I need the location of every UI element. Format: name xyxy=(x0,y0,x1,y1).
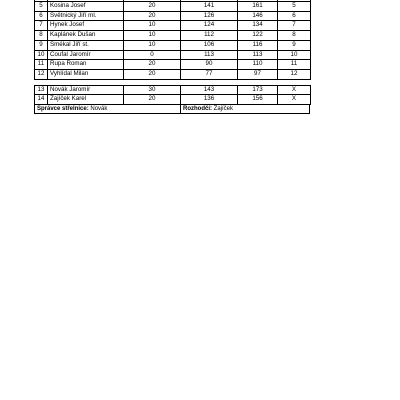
rank-cell: X xyxy=(278,85,311,95)
row-number-cell: 12 xyxy=(35,69,48,79)
rank-cell: 9 xyxy=(278,40,311,50)
table-row xyxy=(35,11,311,21)
signature-footer xyxy=(34,105,310,114)
competitor-name-cell: Zajíček Karel xyxy=(48,95,124,105)
competitor-name-cell: Kosina Josef xyxy=(48,2,124,12)
value-a-cell: 10 xyxy=(124,21,181,31)
value-a-cell: 20 xyxy=(124,60,181,70)
value-a-cell: 20 xyxy=(124,69,181,79)
value-c-cell: 122 xyxy=(238,31,278,41)
rank-cell: 10 xyxy=(278,50,311,60)
referee-value: Zajíček xyxy=(213,106,234,113)
range-officer-cell xyxy=(35,105,181,113)
competitor-name-cell: Šmékal Jiří st. xyxy=(48,40,124,50)
rank-cell: 11 xyxy=(278,60,311,70)
row-number-cell: 9 xyxy=(35,40,48,50)
rank-cell: 5 xyxy=(278,2,311,12)
value-b-cell: 141 xyxy=(181,2,238,12)
row-number-cell: 7 xyxy=(35,21,48,31)
rank-cell: 12 xyxy=(278,69,311,79)
value-b-cell: 106 xyxy=(181,40,238,50)
competitor-name-cell: Hynek Josef xyxy=(48,21,124,31)
table-row xyxy=(35,21,311,31)
row-number-cell: 5 xyxy=(35,2,48,12)
value-a-cell: 20 xyxy=(124,11,181,21)
value-b-cell: 77 xyxy=(181,69,238,79)
row-number-cell: 10 xyxy=(35,50,48,60)
value-b-cell: 112 xyxy=(181,31,238,41)
value-c-cell: 161 xyxy=(238,2,278,12)
competitor-name-cell: Novák Jaromír xyxy=(48,85,124,95)
value-c-cell: 116 xyxy=(238,40,278,50)
value-b-cell: 126 xyxy=(181,11,238,21)
table-row xyxy=(35,2,311,12)
results-table xyxy=(34,0,311,80)
table-row xyxy=(35,95,311,105)
row-number-cell: 8 xyxy=(35,31,48,41)
table-row xyxy=(35,85,311,95)
competitor-name-cell: Vyhlídal Milan xyxy=(48,69,124,79)
table-row xyxy=(35,50,311,60)
competitor-name-cell: Světnický Jiří ml. xyxy=(48,11,124,21)
rank-cell: 7 xyxy=(278,21,311,31)
value-b-cell: 143 xyxy=(181,85,238,95)
results-sheet xyxy=(34,0,310,114)
value-c-cell: 173 xyxy=(238,85,278,95)
rank-cell: X xyxy=(278,95,311,105)
value-c-cell: 113 xyxy=(238,50,278,60)
table-row xyxy=(35,60,311,70)
row-number-cell: 6 xyxy=(35,11,48,21)
value-c-cell: 97 xyxy=(238,69,278,79)
competitor-name-cell: Coufal Jaromír xyxy=(48,50,124,60)
value-a-cell: 0 xyxy=(124,50,181,60)
value-a-cell: 20 xyxy=(124,2,181,12)
results-table-body xyxy=(35,0,311,79)
value-a-cell: 20 xyxy=(124,95,181,105)
value-b-cell: 90 xyxy=(181,60,238,70)
value-c-cell: 156 xyxy=(238,95,278,105)
row-number-cell: 13 xyxy=(35,85,48,95)
value-c-cell: 146 xyxy=(238,11,278,21)
competitor-name-cell: Kaplánek Dušan xyxy=(48,31,124,41)
row-number-cell: 14 xyxy=(35,95,48,105)
range-officer-label: Správce střelnice: xyxy=(37,106,89,113)
value-b-cell: 136 xyxy=(181,95,238,105)
value-b-cell: 124 xyxy=(181,21,238,31)
table-row xyxy=(35,40,311,50)
value-b-cell: 113 xyxy=(181,50,238,60)
competitor-name-cell: Rupa Roman xyxy=(48,60,124,70)
rank-cell: 8 xyxy=(278,31,311,41)
row-number-cell: 11 xyxy=(35,60,48,70)
value-c-cell: 134 xyxy=(238,21,278,31)
extra-results-table-body xyxy=(35,85,311,104)
table-row xyxy=(35,69,311,79)
table-row xyxy=(35,31,311,41)
referee-label: Rozhodčí: xyxy=(183,106,212,113)
value-a-cell: 10 xyxy=(124,40,181,50)
value-a-cell: 30 xyxy=(124,85,181,95)
referee-cell xyxy=(181,105,309,113)
value-c-cell: 110 xyxy=(238,60,278,70)
value-a-cell: 10 xyxy=(124,31,181,41)
extra-results-table xyxy=(34,85,311,105)
rank-cell: 6 xyxy=(278,11,311,21)
range-officer-value: Novák xyxy=(90,106,108,113)
